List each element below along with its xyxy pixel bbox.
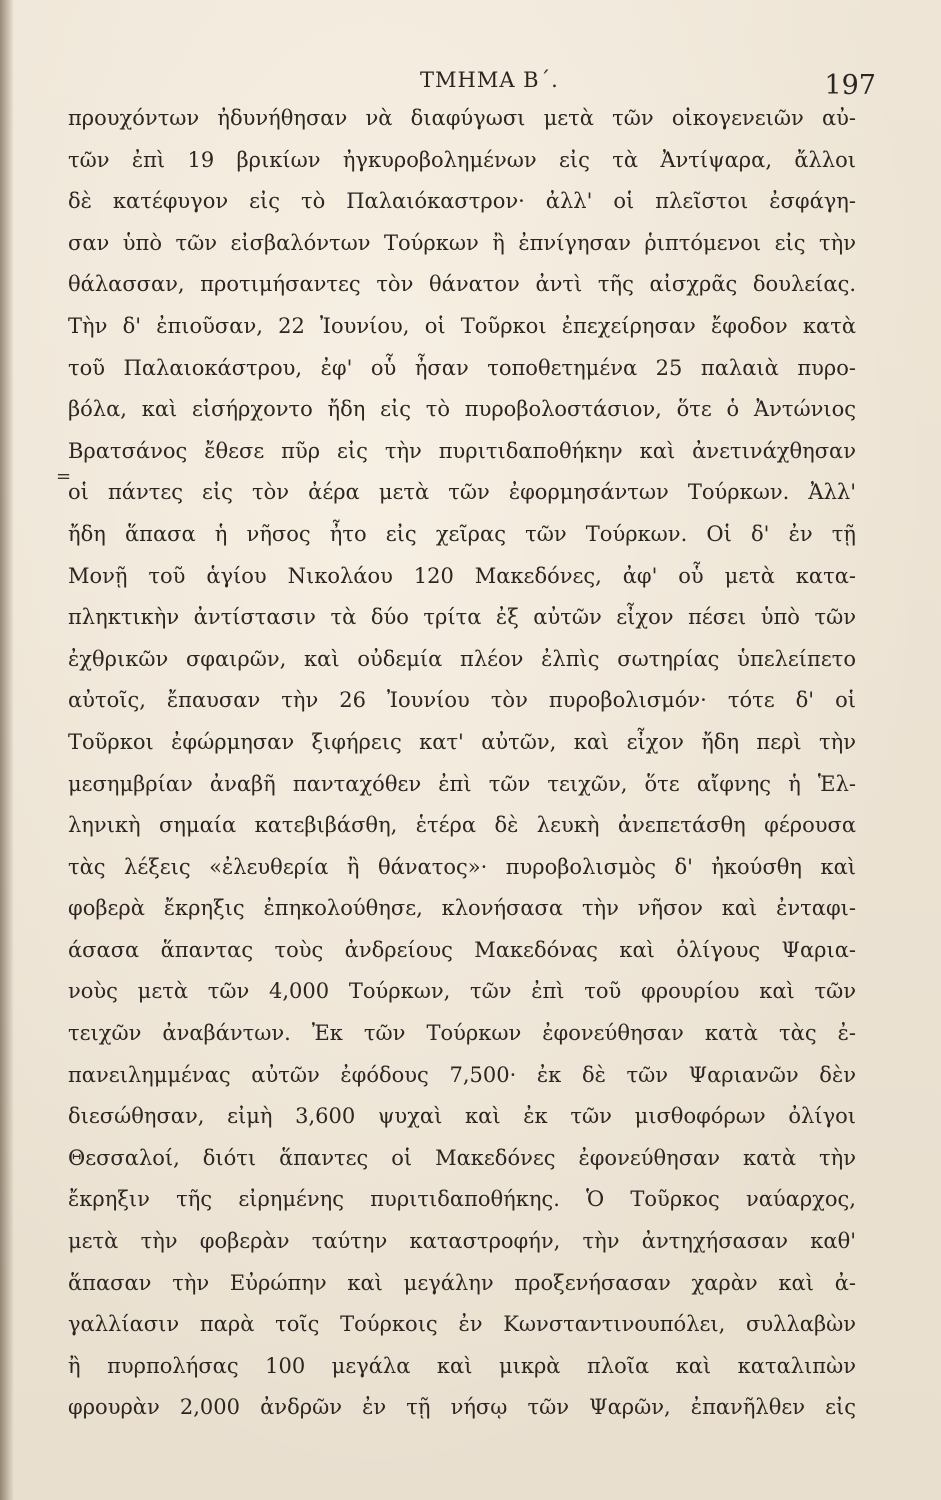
text-line: Τοῦρκοι ἐφώρμησαν ξιφήρεις κατ' αὐτῶν, καὶ εἶχον ἤδη περὶ τὴν <box>68 729 856 754</box>
text-line: θάλασσαν, προτιμήσαντες τὸν θάνατον ἀντὶ τῆς αἰσχρᾶς δουλείας. <box>68 272 856 297</box>
text-line: άσασα ἅπαντας τοὺς ἀνδρείους Μακεδόνας καὶ ὀλίγους Ψαρια- <box>68 937 856 962</box>
text-line: οἱ πάντες εἰς τὸν ἀέρα μετὰ τῶν ἐφορμησάντων Τούρκων. Ἀλλ' <box>68 480 856 505</box>
text-line: τῶν ἐπὶ 19 βρικίων ἠγκυροβολημένων εἰς τὰ Ἀντίψαρα, ἄλλοι <box>68 147 856 172</box>
text-line: ἢ πυρπολήσας 100 μεγάλα καὶ μικρὰ πλοῖα καὶ καταλιπὼν <box>68 1353 856 1378</box>
text-line: ἐχθρικῶν σφαιρῶν, καὶ οὐδεμία πλέον ἐλπὶς σωτηρίας ὑπελείπετο <box>68 646 856 671</box>
text-line: ἔκρηξιν τῆς εἰρημένης πυριτιδαποθήκης. Ὁ Τοῦρκος ναύαρχος, <box>68 1187 856 1212</box>
text-line: φοβερὰ ἔκρηξις ἐπηκολούθησε, κλονήσασα τὴν νῆσον καὶ ἐνταφι- <box>68 896 856 921</box>
text-line: Βρατσάνος ἔθεσε πῦρ εἰς τὴν πυριτιδαποθήκην καὶ ἀνετινάχθησαν <box>68 438 856 463</box>
text-line: σαν ὑπὸ τῶν εἰσβαλόντων Τούρκων ἢ ἐπνίγησαν ῥιπτόμενοι εἰς τὴν <box>68 230 856 255</box>
text-line: νοὺς μετὰ τῶν 4,000 Τούρκων, τῶν ἐπὶ τοῦ φρουρίου καὶ τῶν <box>68 979 856 1004</box>
page-number: 197 <box>824 70 876 101</box>
text-line: μετὰ τὴν φοβερὰν ταύτην καταστροφήν, τὴν ἀντηχήσασαν καθ' <box>68 1229 856 1254</box>
margin-mark: = <box>56 466 72 487</box>
text-line: τοῦ Παλαιοκάστρου, ἐφ' οὗ ἦσαν τοποθετημένα 25 παλαιὰ πυρο- <box>68 355 856 380</box>
text-line: ἤδη ἅπασα ἡ νῆσος ἦτο εἰς χεῖρας τῶν Τούρκων. Οἱ δ' ἐν τῇ <box>68 521 856 546</box>
section-title: ΤΜΗΜΑ Β΄. <box>420 68 559 92</box>
text-line: φρουρὰν 2,000 ἀνδρῶν ἐν τῇ νήσῳ τῶν Ψαρῶν, ἐπανῆλθεν εἰς <box>68 1395 856 1420</box>
text-line: δὲ κατέφυγον εἰς τὸ Παλαιόκαστρον· ἀλλ' οἱ πλεῖστοι ἐσφάγη- <box>68 189 856 214</box>
text-line: τὰς λέξεις «ἐλευθερία ἢ θάνατος»· πυροβολισμὸς δ' ἠκούσθη καὶ <box>68 854 856 879</box>
text-line: Τὴν δ' ἐπιοῦσαν, 22 Ἰουνίου, οἱ Τοῦρκοι ἐπεχείρησαν ἔφοδον κατὰ <box>68 313 856 338</box>
text-line: προυχόντων ἠδυνήθησαν νὰ διαφύγωσι μετὰ τῶν οἰκογενειῶν αὐ- <box>68 106 856 130</box>
text-line: ἅπασαν τὴν Εὐρώπην καὶ μεγάλην προξενήσασαν χαρὰν καὶ ἀ- <box>68 1270 856 1295</box>
text-line: τειχῶν ἀναβάντων. Ἐκ τῶν Τούρκων ἐφονεύθησαν κατὰ τὰς ἐ- <box>68 1021 856 1046</box>
text-line: πανειλημμένας αὐτῶν ἐφόδους 7,500· ἐκ δὲ τῶν Ψαριανῶν δὲν <box>68 1062 856 1087</box>
binding-shadow <box>0 0 14 1500</box>
body-text <box>68 98 856 1429</box>
text-line: ληνικὴ σημαία κατεβιβάσθη, ἑτέρα δὲ λευκὴ ἀνεπετάσθη φέρουσα <box>68 813 856 838</box>
text-line: αὐτοῖς, ἔπαυσαν τὴν 26 Ἰουνίου τὸν πυροβολισμόν· τότε δ' οἱ <box>68 688 856 713</box>
text-line: μεσημβρίαν ἀναβῆ πανταχόθεν ἐπὶ τῶν τειχῶν, ὅτε αἴφνης ἡ Ἑλ- <box>68 771 856 796</box>
text-line: διεσώθησαν, εἰμὴ 3,600 ψυχαὶ καὶ ἐκ τῶν μισθοφόρων ὀλίγοι <box>68 1104 856 1129</box>
text-line: Θεσσαλοί, διότι ἅπαντες οἱ Μακεδόνες ἐφονεύθησαν κατὰ τὴν <box>68 1145 856 1170</box>
text-line: βόλα, καὶ εἰσήρχοντο ἤδη εἰς τὸ πυροβολοστάσιον, ὅτε ὁ Ἀντώνιος <box>68 397 856 422</box>
text-line: γαλλίασιν παρὰ τοῖς Τούρκοις ἐν Κωνσταντινουπόλει, συλλαβὼν <box>68 1312 856 1337</box>
text-line: πληκτικὴν ἀντίστασιν τὰ δύο τρίτα ἐξ αὐτῶν εἶχον πέσει ὑπὸ τῶν <box>68 605 856 630</box>
text-line: Μονῇ τοῦ ἁγίου Νικολάου 120 Μακεδόνες, ἀφ' οὗ μετὰ κατα- <box>68 563 856 588</box>
